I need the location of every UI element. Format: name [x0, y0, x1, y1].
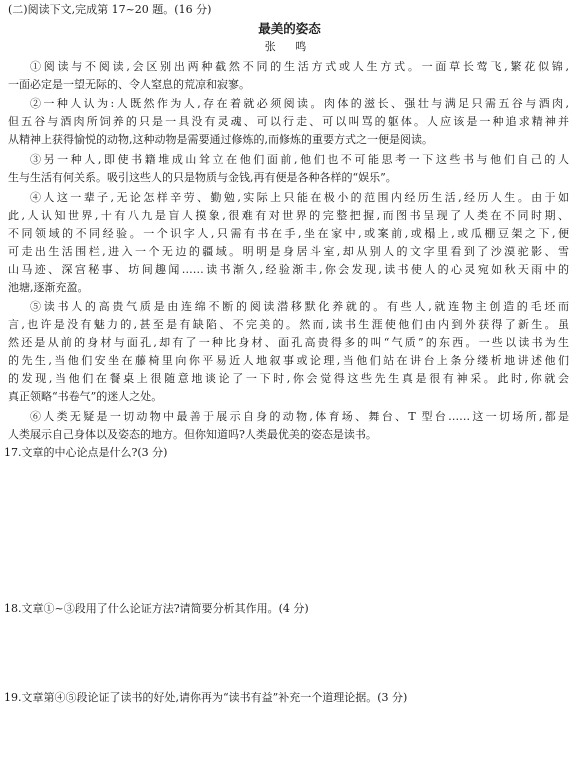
para5-line1: ⑤读书人的高贵气质是由连绵不断的阅读潜移默化养就的。有些人,就连物主创造的毛坯而: [30, 300, 569, 313]
answer-space-17[interactable]: [8, 462, 569, 592]
para4-line5: 山马迹、深宫秘事、坊间趣闻……读书渐久,经验渐丰,你会发现,读书使人的心灵宛如秋天雨中的: [8, 263, 569, 276]
question-18: 18.文章①~③段用了什么论证方法?请简要分析其作用。(4 分): [4, 602, 309, 615]
para1-line1: ①阅读与不阅读,会区别出两种截然不同的生活方式或人生方式。一面草长莺飞,繁花似锦,: [30, 60, 569, 73]
section-header: (二)阅读下文,完成第 17~20 题。(16 分): [8, 3, 212, 16]
para5-line3: 然还是从前的身材与面孔,却有了一种比身材、面孔高贵得多的叫“气质”的东西。一些以读书为生: [8, 336, 569, 349]
question-17: 17.文章的中心论点是什么?(3 分): [4, 446, 168, 459]
para5-line4: 的先生,当他们安坐在藤椅里向你平易近人地叙事或论理,当他们站在讲台上条分缕析地讲述他们: [8, 354, 569, 367]
para3-line2: 生与生活有何关系。吸引这些人的只是物质与金钱,再有便是各种各样的“娱乐”。: [8, 171, 397, 184]
para5-line6: 真正领略“书卷气”的迷人之处。: [8, 390, 163, 403]
answer-space-19[interactable]: [8, 707, 569, 755]
question-19: 19.文章第④⑤段论证了读书的好处,请你再为“读书有益”补充一个道理论据。(3 分): [4, 691, 408, 704]
para2-line3: 从精神上获得愉悦的动物,这种动物是需要通过修炼的,而修炼的重要方式之一便是阅读。: [8, 133, 433, 146]
para6-line2: 人类展示自己身体以及姿态的地方。但你知道吗?人类最优美的姿态是读书。: [8, 428, 377, 441]
para6-line1: ⑥人类无疑是一切动物中最善于展示自身的动物,体育场、舞台、T 型台……这一切场所,都是: [30, 410, 569, 423]
para4-line4: 可走出生活围栏,进入一个无边的疆域。明明是身居斗室,却从别人的文字里看到了沙漠驼影、雪: [8, 245, 569, 258]
para2-line2: 但五谷与酒肉所饲养的只是一具没有灵魂、可以行走、可以叫骂的躯体。人应该是一种追求精神并: [8, 115, 569, 128]
answer-space-18[interactable]: [8, 618, 569, 688]
para1-line2: 一面必定是一望无际的、令人窒息的荒凉和寂寥。: [8, 78, 250, 91]
para4-line1: ④人这一辈子,无论怎样辛劳、勤勉,实际上只能在极小的范围内经历生活,经历人生。由于如: [30, 191, 569, 204]
para5-line5: 的发现,当他们在餐桌上很随意地谈论了一下时,你会觉得这些先生真是很有神采。此时,你就会: [8, 372, 569, 385]
para3-line1: ③另一种人,即使书籍堆成山耸立在他们面前,他们也不可能思考一下这些书与他们自己的人: [30, 153, 569, 166]
para4-line2: 此,人认知世界,十有八九是盲人摸象,很难有对世界的完整把握,而图书呈现了人类在不同时期、: [8, 209, 569, 222]
para4-line6: 池塘,逐渐充盈。: [8, 281, 89, 294]
para5-line2: 言,也许是没有魅力的,甚至是有缺陷、不完美的。然而,读书生涯使他们由内到外获得了新生。虽: [8, 318, 569, 331]
para4-line3: 不同领域的不同经验。一个识字人,只需有书在手,坐在家中,或案前,或榻上,或瓜棚豆架之下,便: [8, 227, 569, 240]
article-author: 张 鸣: [264, 40, 315, 53]
para2-line1: ②一种人认为:人既然作为人,存在着就必须阅读。肉体的滋长、强壮与满足只需五谷与酒肉,: [30, 97, 569, 110]
article-title: 最美的姿态: [258, 22, 321, 36]
